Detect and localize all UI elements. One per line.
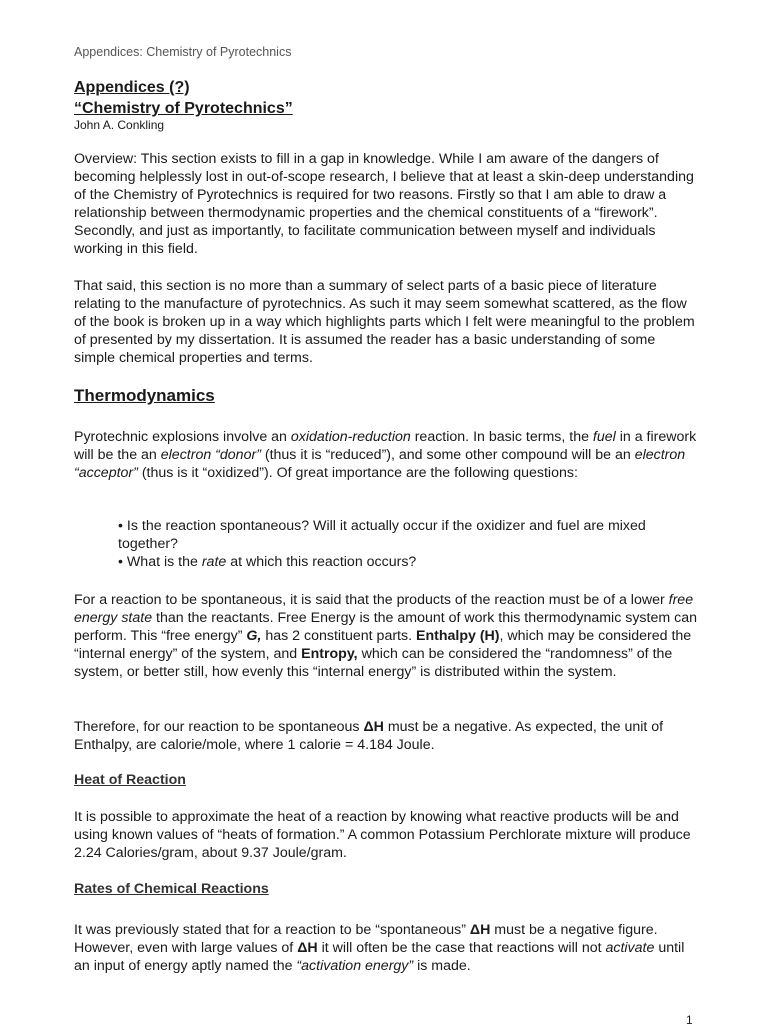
question-list: [118, 517, 698, 571]
oxidation-paragraph: Pyrotechnic explosions involve an oxidation-reduction reaction. In basic terms, the fuel in a firework will be the an electron “donor” (thus it is “reduced”), and some other compound will be an electron “acceptor” (thus is it “oxidized”). Of great importance are the following questions:: [74, 429, 697, 482]
spontaneous-paragraph: For a reaction to be spontaneous, it is said that the products of the reaction must be of a lower free energy state than the reactants. Free Energy is the amount of work this thermodynamic system can perform. This “free energy” G, has 2 constituent parts. Enthalpy (H), which may be considered the “internal energy” of the system, and Entropy, which can be considered the “randomness” of the system, or better still, how evenly this “internal energy” is distributed within the system.: [74, 592, 697, 681]
list-item: • What is the rate at which this reaction occurs?: [118, 554, 417, 571]
document-title-line2: “Chemistry of Pyrotechnics”: [74, 100, 293, 117]
rates-paragraph: It was previously stated that for a reaction to be “spontaneous” ΔH must be a negative figure. However, even with large values of ΔH it will often be the case that reactions will not activate until an input of energy aptly named the “activation energy” is made.: [74, 922, 685, 975]
list-item: • Is the reaction spontaneous? Will it actually occur if the oxidizer and fuel are mixed together?: [118, 518, 646, 553]
heat-paragraph: It is possible to approximate the heat of a reaction by knowing what reactive products will be and using known values of “heats of formation.” A common Potassium Perchlorate mixture will produce 2.24 Calories/gram, about 9.37 Joule/gram.: [74, 809, 691, 862]
running-header: Appendices: Chemistry of Pyrotechnics: [74, 45, 292, 59]
overview-paragraph: Overview: This section exists to fill in a gap in knowledge. While I am aware of the dangers of becoming helplessly lost in out-of-scope research, I believe that at least a skin-deep understanding of the Chemistry of Pyrotechnics is required for two reasons. Firstly so that I am able to draw a relationship between thermodynamic properties and the chemical constituents of a “firework”. Secondly, and just as importantly, to facilitate communication between myself and individuals working in this field.: [74, 151, 694, 258]
therefore-paragraph: Therefore, for our reaction to be spontaneous ΔH must be a negative. As expected, the unit of Enthalpy, are calorie/mole, where 1 calorie = 4.184 Joule.: [74, 719, 664, 754]
that-said-paragraph: That said, this section is no more than a summary of select parts of a basic piece of literature relating to the manufacture of pyrotechnics. As such it may seem somewhat scattered, as the flow of the book is broken up in a way which highlights parts which I felt were meaningful to the problem of presented by my dissertation. It is assumed the reader has a basic understanding of some simple chemical properties and terms.: [74, 278, 695, 367]
thermodynamics-heading: Thermodynamics: [74, 386, 215, 405]
document-title-line1: Appendices (?): [74, 79, 190, 96]
heat-of-reaction-heading: Heat of Reaction: [74, 772, 186, 788]
author-name: John A. Conkling: [74, 118, 165, 132]
page-number: 1: [686, 1013, 693, 1027]
rates-heading: Rates of Chemical Reactions: [74, 881, 269, 897]
